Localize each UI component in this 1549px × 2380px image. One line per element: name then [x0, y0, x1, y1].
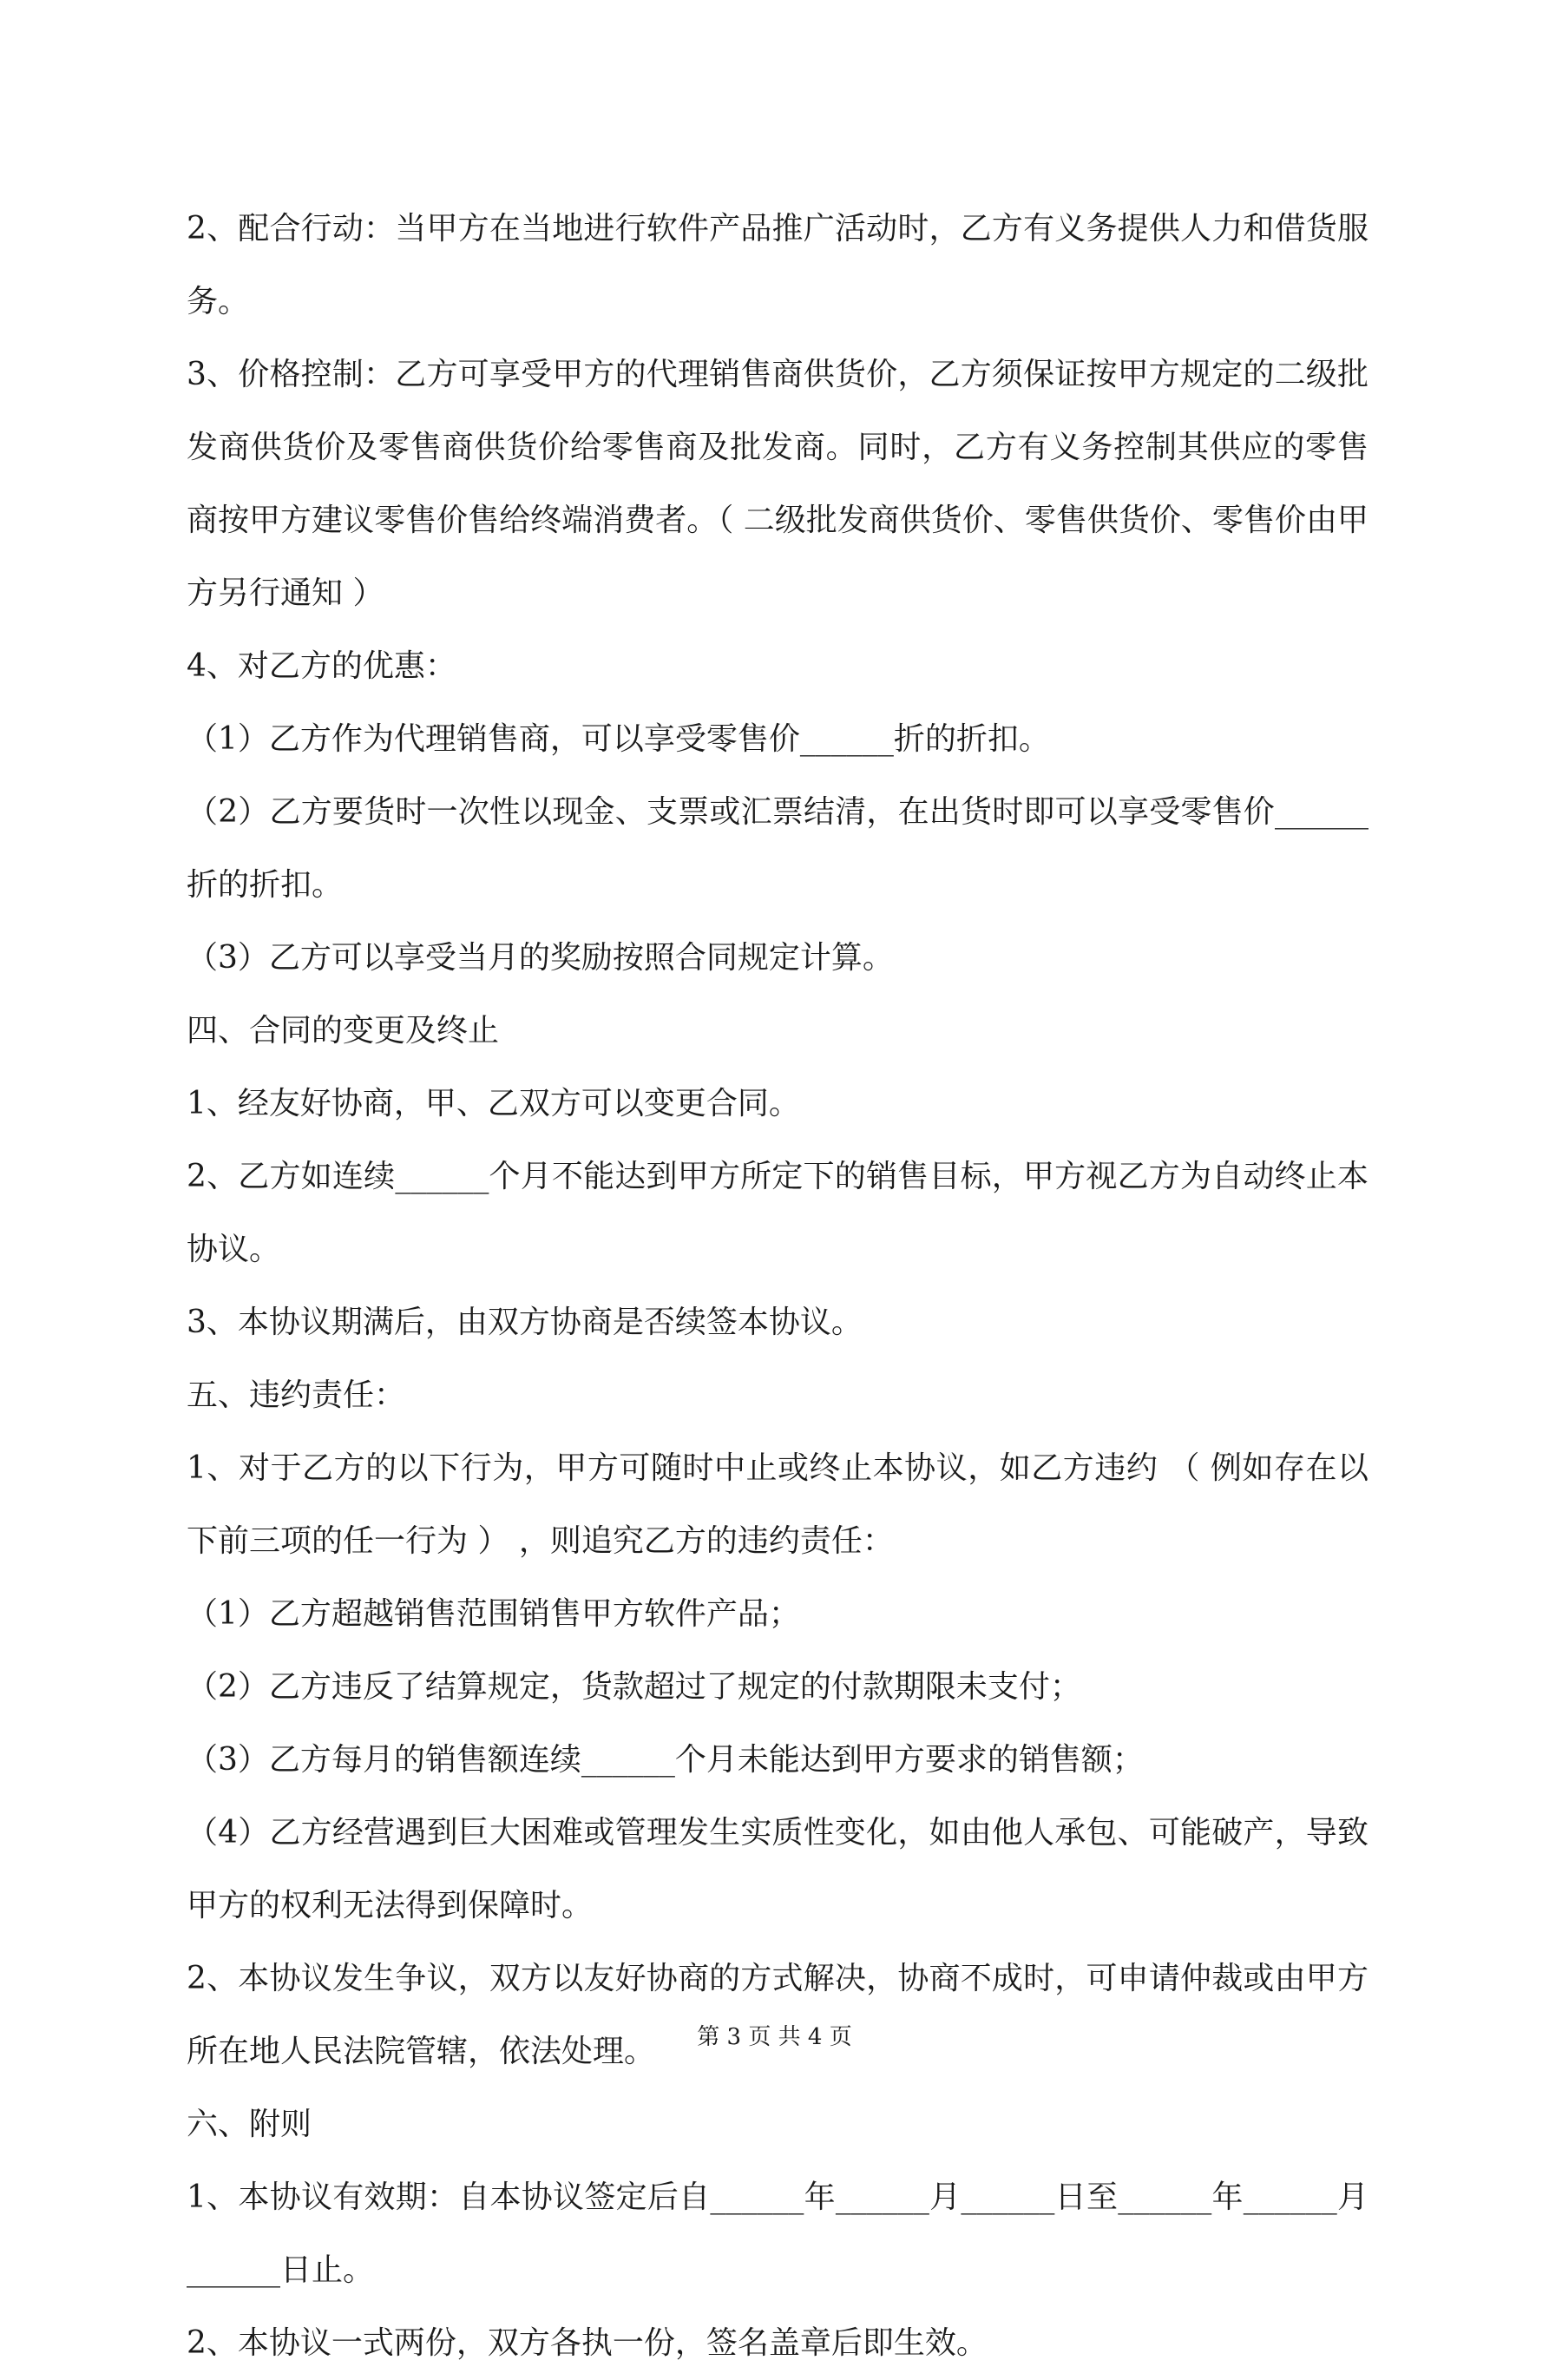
section-heading: 四、合同的变更及终止: [187, 1013, 500, 1049]
section-heading: 五、违约责任：: [187, 1377, 406, 1413]
paragraph: 1、经友好协商，甲、乙双方可以变更合同。: [187, 1086, 800, 1121]
paragraph: （3）乙方每月的销售额连续______个月未能达到甲方要求的销售额；: [187, 1742, 1144, 1778]
section-heading: 六、附则: [187, 2107, 312, 2142]
paragraph: 1、对于乙方的以下行为，甲方可随时中止或终止本协议，如乙方违约 （ 例如存在以下前三项的任一行为 ） ，则追究乙方的违约责任：: [187, 1450, 1369, 1559]
paragraph: （2）乙方要货时一次性以现金、支票或汇票结清，在出货时即可以享受零售价______折的折扣。: [187, 794, 1369, 903]
paragraph: （4）乙方经营遇到巨大困难或管理发生实质性变化，如由他人承包、可能破产，导致甲方的权利无法得到保障时。: [187, 1815, 1369, 1923]
paragraph: 2、本协议一式两份，双方各执一份，签名盖章后即生效。: [187, 2325, 988, 2361]
paragraph: 1、本协议有效期：自本协议签定后自______年______月______日至______年______月______日止。: [187, 2179, 1369, 2288]
paragraph: （3）乙方可以享受当月的奖励按照合同规定计算。: [187, 940, 894, 976]
page-number-footer: 第 3 页 共 4 页: [697, 2024, 852, 2050]
paragraph: 2、本协议发生争议，双方以友好协商的方式解决，协商不成时，可申请仲裁或由甲方所在地人民法院管辖，依法处理。: [187, 1961, 1369, 2069]
paragraph: 2、配合行动：当甲方在当地进行软件产品推广活动时，乙方有义务提供人力和借货服务。: [187, 211, 1369, 319]
paragraph: （1）乙方作为代理销售商，可以享受零售价______折的折扣。: [187, 721, 1050, 757]
paragraph: 3、价格控制：乙方可享受甲方的代理销售商供货价，乙方须保证按甲方规定的二级批发商供货价及零售商供货价给零售商及批发商。同时，乙方有义务控制其供应的零售商按甲方建议零售价售给终端消费者。（ 二级批发商供货价、零售供货价、零售价由甲方另行通知 ）: [187, 357, 1369, 611]
paragraph: 2、乙方如连续______个月不能达到甲方所定下的销售目标，甲方视乙方为自动终止本协议。: [187, 1159, 1369, 1267]
paragraph: （2）乙方违反了结算规定，货款超过了规定的付款期限未支付；: [187, 1669, 1081, 1705]
paragraph: （1）乙方超越销售范围销售甲方软件产品；: [187, 1596, 800, 1632]
document-body: [187, 193, 1369, 2380]
paragraph: 3、本协议期满后，由双方协商是否续签本协议。: [187, 1305, 863, 1340]
paragraph: 4、对乙方的优惠：: [187, 648, 456, 684]
